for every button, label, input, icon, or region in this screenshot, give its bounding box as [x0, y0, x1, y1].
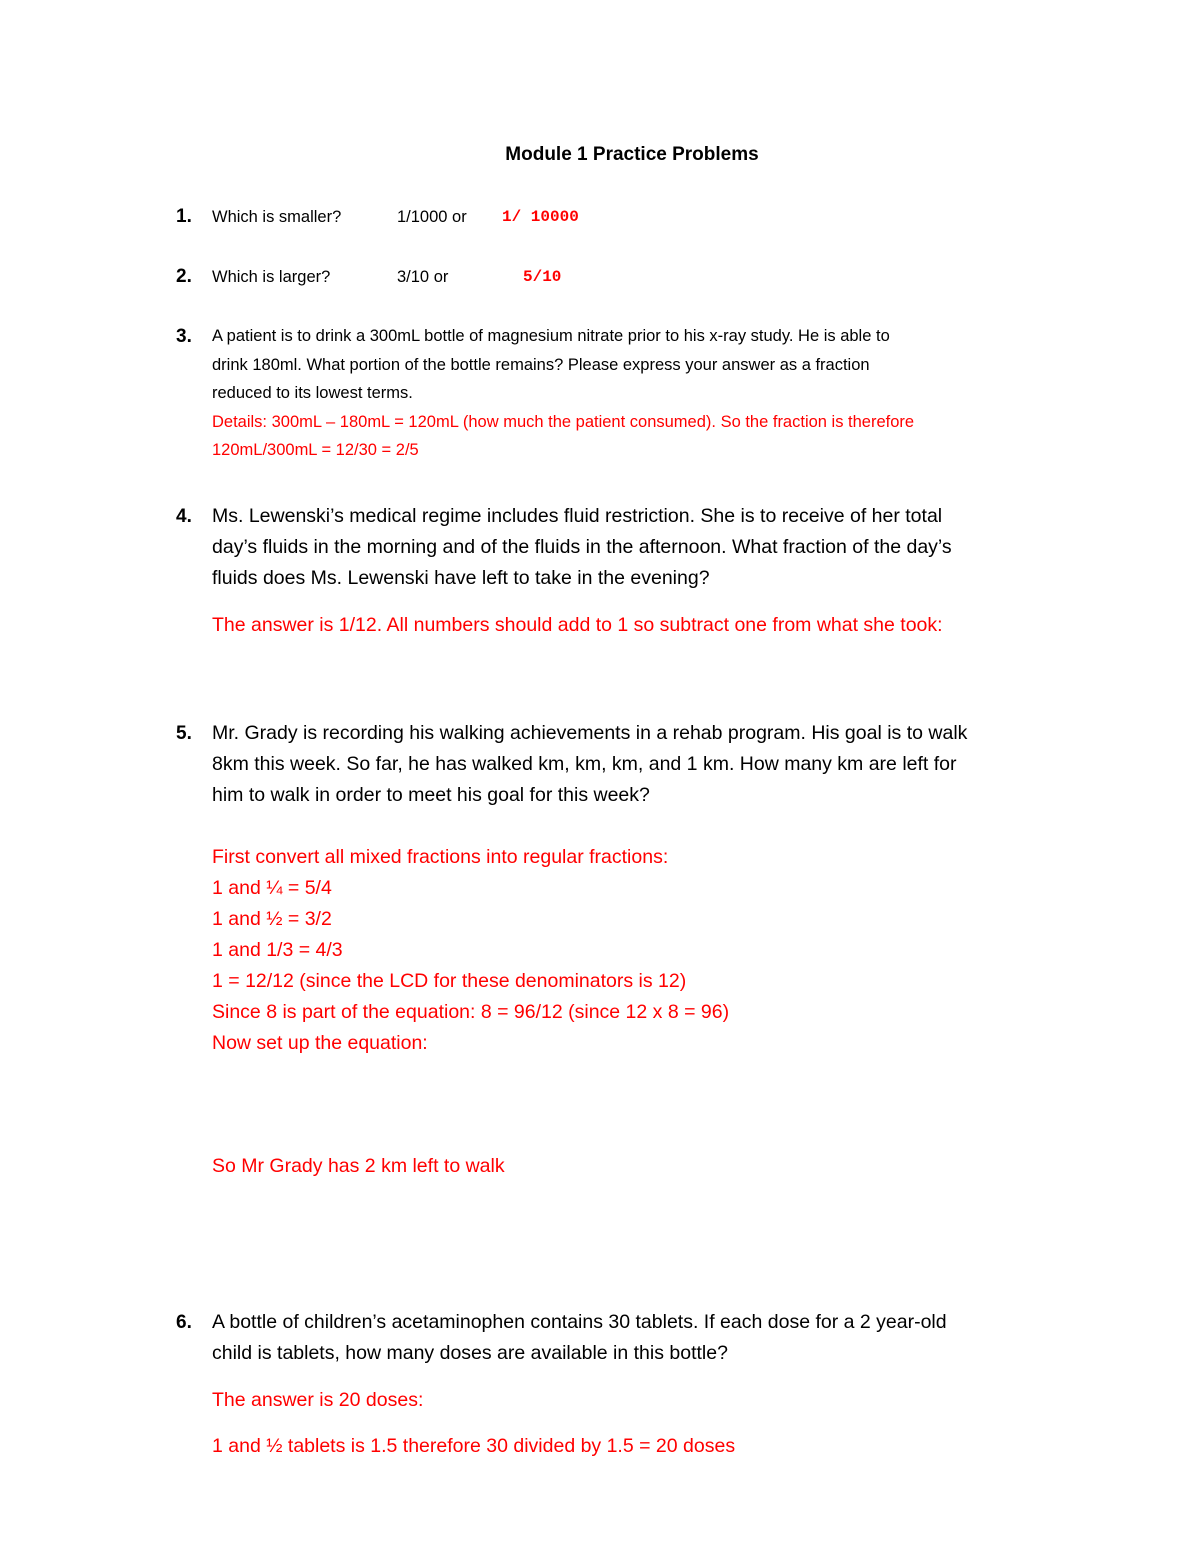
problem-answer: 1/ 10000: [502, 208, 579, 226]
answer-line: Details: 300mL – 180mL = 120mL (how much the patient consumed). So the fraction is therefore: [212, 413, 915, 431]
problem-number: 2.: [176, 266, 192, 287]
answer-line: 1 = 12/12 (since the LCD for these denominators is 12): [212, 970, 687, 992]
problem-text-line: Mr. Grady is recording his walking achievements in a rehab program. His goal is to walk: [212, 722, 968, 744]
problem-number: 1.: [176, 206, 192, 227]
answer-line: The answer is 20 doses:: [212, 1389, 424, 1411]
answer-line: 1 and ½ = 3/2: [212, 908, 332, 930]
problem-question: Which is smaller?: [212, 208, 342, 226]
problem-text-line: day’s fluids in the morning and of the fluids in the afternoon. What fraction of the day’s: [212, 536, 952, 558]
answer-line: 120mL/300mL = 12/30 = 2/5: [212, 441, 419, 459]
problem-text-line: him to walk in order to meet his goal for this week?: [212, 784, 650, 806]
answer-line: First convert all mixed fractions into regular fractions:: [212, 846, 669, 868]
problem-text-line: drink 180ml. What portion of the bottle remains? Please express your answer as a fraction: [212, 356, 870, 374]
problem-text-line: fluids does Ms. Lewenski have left to take in the evening?: [212, 567, 710, 589]
answer-line: Now set up the equation:: [212, 1032, 428, 1054]
problem-number: 5.: [176, 723, 192, 744]
problem-text-line: child is tablets, how many doses are available in this bottle?: [212, 1342, 728, 1364]
answer-line: Since 8 is part of the equation: 8 = 96/12 (since 12 x 8 = 96): [212, 1001, 730, 1023]
problem-text-line: Ms. Lewenski’s medical regime includes fluid restriction. She is to receive of her total: [212, 505, 943, 527]
problem-option: 1/1000 or: [397, 208, 467, 226]
answer-line: 1 and 1/3 = 4/3: [212, 939, 343, 961]
problem-answer: 5/10: [523, 268, 562, 286]
problem-number: 6.: [176, 1312, 192, 1333]
problem-text-line: A bottle of children’s acetaminophen contains 30 tablets. If each dose for a 2 year-old: [212, 1311, 947, 1333]
problem-text-line: reduced to its lowest terms.: [212, 384, 413, 402]
answer-line: The answer is 1/12. All numbers should add to 1 so subtract one from what she took:: [212, 614, 943, 636]
answer-conclusion: So Mr Grady has 2 km left to walk: [212, 1155, 505, 1177]
problem-question: Which is larger?: [212, 268, 331, 286]
page-title: Module 1 Practice Problems: [505, 144, 759, 165]
problem-option: 3/10 or: [397, 268, 449, 286]
answer-line: 1 and ½ tablets is 1.5 therefore 30 divided by 1.5 = 20 doses: [212, 1435, 736, 1457]
problem-number: 4.: [176, 506, 192, 527]
problem-number: 3.: [176, 326, 192, 347]
problem-text-line: 8km this week. So far, he has walked km, km, km, and 1 km. How many km are left for: [212, 753, 957, 775]
answer-line: 1 and ¼ = 5/4: [212, 877, 332, 899]
problem-text-line: A patient is to drink a 300mL bottle of magnesium nitrate prior to his x-ray study. He is able to: [212, 327, 890, 345]
